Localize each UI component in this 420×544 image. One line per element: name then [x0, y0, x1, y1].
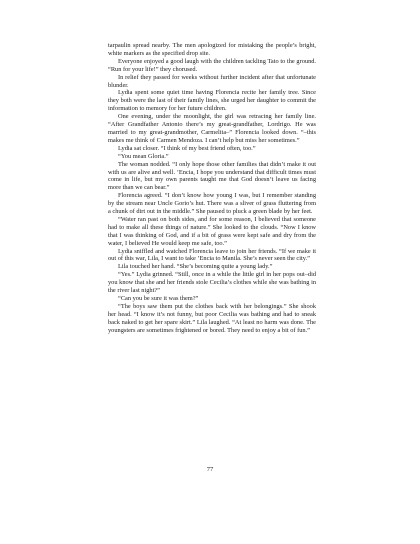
- paragraph: “Yes.” Lydia grinned. “Still, once in a while the little girl in her pops out–did you know that she and her friends stole Cecilia’s clothes while she was bathing in the river last night?”: [108, 271, 316, 295]
- paragraph: The woman nodded. “I only hope those other families that didn’t make it out with us are alive and well. ’Encia, I hope you understand that difficult times must come in life, but my own parents taught me that God doesn’t leave us facing more than we can bear.”: [108, 160, 316, 192]
- paragraph: Everyone enjoyed a good laugh with the children tackling Tato to the ground. “Run for your life!” they chorused.: [108, 57, 316, 73]
- paragraph: “Water ran past on both sides, and for some reason, I believed that someone had to make all these things of nature.” She looked to the clouds. “Now I know that I was thinking of God, and if a bit of grass were kept safe and dry from the water, I believed He would keep me safe, too.”: [108, 215, 316, 247]
- paragraph: Lila touched her hand. “She’s becoming quite a young lady.”: [118, 263, 273, 271]
- body-text: [108, 42, 316, 335]
- paragraph: One evening, under the moonlight, the girl was retracing her family line. “After Grandfather Antonio there’s my great-grandfather, Lordrigo. He was married to my great-grandmother, Carmelita–” Florencia looked down. “–this makes me think of Carmen Mendoza. I can’t help but miss her sometimes.”: [108, 113, 316, 144]
- paragraph: In relief they passed for weeks without further incident after that unfortunate blunder.: [108, 73, 316, 89]
- paragraph: “Can you be sure it was them?”: [118, 295, 199, 302]
- paragraph: “The boys saw them put the clothes back with her belongings.” She shook her head. “I know it’s not funny, but poor Cecilia was bathing and had to sneak back naked to get her spare skirt.” Lila laughed. “At least no harm was done. The youngsters are sometimes frightened or bored. They need to enjoy a bit of fun.”: [108, 302, 316, 334]
- paragraph: Florencia agreed. “I don’t know how young I was, but I remember standing by the stream near Uncle Gorio’s hut. There was a sliver of grass fluttering from a chunk of dirt out in the middle.” She paused to pluck a green blade by her feet.: [108, 192, 316, 216]
- paragraph: Lydia sat closer. “I think of my best friend often, too.”: [118, 144, 256, 152]
- paragraph: tarpaulin spread nearby. The men apologized for mistaking the people’s bright, white markers as the specified drop site.: [108, 42, 316, 57]
- paragraph: “You mean Gloria.”: [118, 152, 169, 160]
- paragraph: Lydia sniffled and watched Florencia leave to join her friends. “If we make it out of this war, Lila, I want to take ’Encia to Manila. She’s never seen the city.”: [108, 247, 316, 263]
- paragraph: Lydia spent some quiet time having Florencia recite her family tree. Since they both were the last of their family lines, she urged her daughter to commit the information to memory for her future children.: [108, 89, 316, 113]
- page-number: 77: [206, 466, 214, 473]
